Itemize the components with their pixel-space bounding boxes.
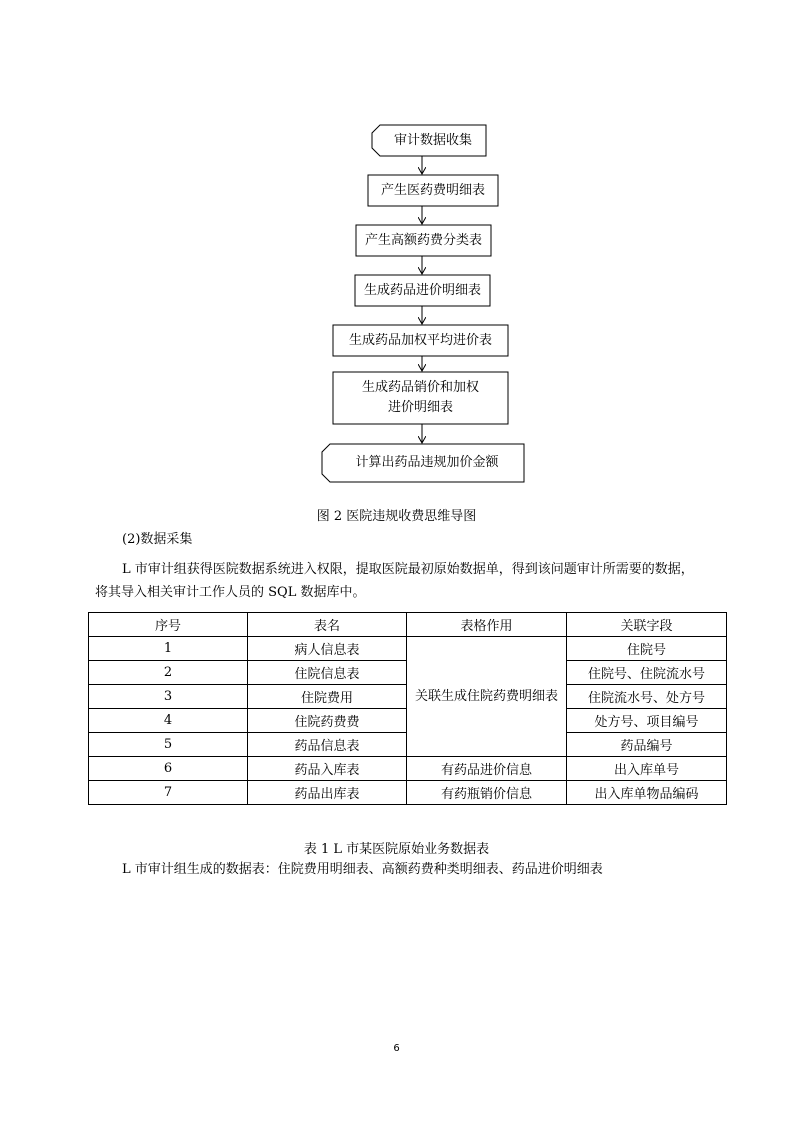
cell-seq: 4 <box>89 709 248 733</box>
cell-table-name: 病人信息表 <box>248 637 407 661</box>
cell-key-fields: 出入库单物品编码 <box>567 781 727 805</box>
header-purpose: 表格作用 <box>407 613 567 637</box>
table-header-row <box>89 613 727 637</box>
cell-key-fields: 住院号 <box>567 637 727 661</box>
cell-purpose-merged: 关联生成住院药费明细表 <box>407 637 567 757</box>
figure-caption: 图 2 医院违规收费思维导图 <box>316 509 477 524</box>
table-row <box>89 637 727 661</box>
cell-seq: 7 <box>89 781 248 805</box>
cell-seq: 2 <box>89 661 248 685</box>
table-row <box>89 781 727 805</box>
cell-seq: 3 <box>89 685 248 709</box>
flow-node-2-label: 产生医药费明细表 <box>380 182 485 198</box>
cell-key-fields: 住院流水号、处方号 <box>567 685 727 709</box>
cell-seq: 5 <box>89 733 248 757</box>
paragraph-line-1: L 市审计组获得医院数据系统进入权限，提取医院最初原始数据单，得到该问题审计所需要的数据， <box>122 562 694 577</box>
table-row <box>89 757 727 781</box>
flow-node-4-label: 生成药品进价明细表 <box>363 282 481 298</box>
cell-key-fields: 药品编号 <box>567 733 727 757</box>
cell-table-name: 药品出库表 <box>248 781 407 805</box>
flow-node-5-label: 生成药品加权平均进价表 <box>348 332 492 348</box>
header-table-name: 表名 <box>248 613 407 637</box>
header-seq: 序号 <box>89 613 248 637</box>
flow-node-6-line-2: 进价明细表 <box>387 400 453 415</box>
flowchart <box>0 0 793 500</box>
data-table <box>88 612 727 805</box>
flow-node-1-label: 审计数据收集 <box>393 132 472 148</box>
flow-node-3-label: 产生高额药费分类表 <box>364 232 482 248</box>
paragraph-line-2: 将其导入相关审计工作人员的 SQL 数据库中。 <box>95 585 366 600</box>
cell-seq: 6 <box>89 757 248 781</box>
cell-table-name: 药品入库表 <box>248 757 407 781</box>
flow-node-6-line-1: 生成药品销价和加权 <box>361 380 479 395</box>
header-key-fields: 关联字段 <box>567 613 727 637</box>
cell-purpose: 有药品进价信息 <box>407 757 567 781</box>
cell-table-name: 住院费用 <box>248 685 407 709</box>
cell-key-fields: 住院号、住院流水号 <box>567 661 727 685</box>
table-caption: 表 1 L 市某医院原始业务数据表 <box>303 842 490 857</box>
cell-table-name: 住院药费费 <box>248 709 407 733</box>
cell-purpose: 有药瓶销价信息 <box>407 781 567 805</box>
cell-key-fields: 出入库单号 <box>567 757 727 781</box>
page-number: 6 <box>393 1043 400 1054</box>
cell-key-fields: 处方号、项目编号 <box>567 709 727 733</box>
flow-node-7-label: 计算出药品违规加价金额 <box>355 455 499 470</box>
cell-seq: 1 <box>89 637 248 661</box>
closing-paragraph: L 市审计组生成的数据表：住院费用明细表、高额药费种类明细表、药品进价明细表 <box>122 862 603 877</box>
cell-table-name: 药品信息表 <box>248 733 407 757</box>
section-heading: (2)数据采集 <box>122 532 193 547</box>
cell-table-name: 住院信息表 <box>248 661 407 685</box>
flow-node-6-label <box>333 372 508 424</box>
